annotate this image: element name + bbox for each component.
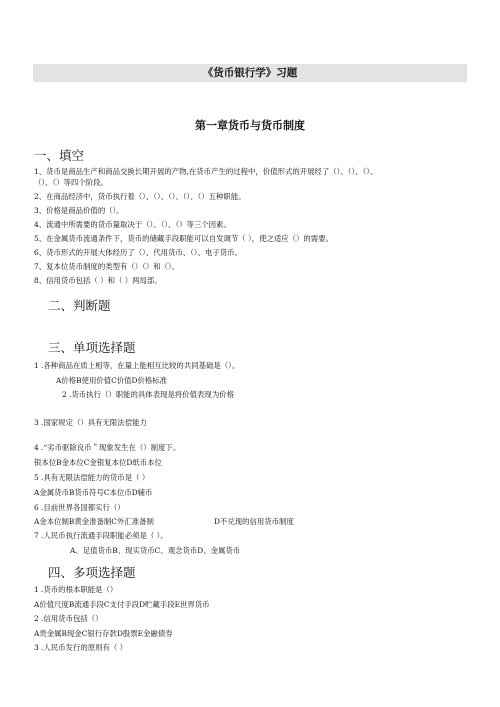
fill-question-7: 7、复本位货币制度的类型有（）（）和（）。 bbox=[34, 262, 180, 271]
section-heading-multi-choice: 四、多项选择题 bbox=[48, 565, 136, 580]
single-question-7: 7 .人民币执行流通手段职能必须是（ ）。 bbox=[34, 531, 168, 540]
single-options-5: A金属货币B货币符号C本位币D辅币 bbox=[34, 488, 153, 497]
section-heading-fill: 一、填空 bbox=[34, 148, 85, 163]
single-options-6b: D不兑现的信用货币制度 bbox=[214, 517, 294, 526]
single-question-3: 3 .国家规定（）具有无限法偿能力 bbox=[34, 418, 147, 427]
fill-question-1b: （）、（）等四个阶段。 bbox=[34, 178, 108, 187]
single-options-7: A、足值货币B、现实货币C、观念货币D、金属货币 bbox=[70, 546, 241, 555]
document-title: 《货币银行学》习题 bbox=[202, 67, 298, 79]
multi-question-2: 2 .信用货币包括（） bbox=[34, 614, 103, 623]
section-heading-judgement: 二、判断题 bbox=[48, 298, 111, 313]
fill-question-1a: 1、货币是商品生产和商品交换长期开展的产物,在货币产生的过程中，价值形式的开展经了（）、（）、（）、 bbox=[34, 167, 378, 176]
multi-options-2: A贵金属B现金C银行存款D股票E金融债券 bbox=[34, 629, 173, 638]
fill-question-6: 6、货币形式的开展大体经历了（）、代用货币、（）、电子货币。 bbox=[34, 248, 242, 257]
single-options-1: A价格B使用价值C价值D价格标准 bbox=[56, 376, 168, 385]
single-question-4: 4 .“劣币驱除良币＂现象发生在（）制度下。 bbox=[34, 443, 181, 452]
chapter-title: 第一章货币与货币制度 bbox=[195, 119, 305, 132]
single-question-6: 6 .目前世界各国都实行（） bbox=[34, 503, 125, 512]
multi-question-3: 3 .人民币发行的原则有（ ） bbox=[34, 643, 128, 652]
multi-options-1: A价值尺度B流通手段C支付手段D贮藏手段E世界货币 bbox=[34, 600, 210, 609]
fill-question-2: 2、在商品经济中，货币执行着（）、（）、（）、（）、（）五种职能。 bbox=[34, 192, 246, 201]
single-question-5: 5 .具有无限法偿能力的货币是（ ） bbox=[34, 473, 150, 482]
fill-question-3: 3、价格是商品价值的（）。 bbox=[34, 206, 124, 215]
fill-question-8: 8、信用货币包括（ ）和（ ）两局部。 bbox=[34, 276, 162, 285]
single-question-2: 2 .货币执行（）职能的具体表现是将价值表现为价格 bbox=[62, 390, 234, 399]
single-question-1: 1 .各种商品在质上相等，在量上能相互比较的共同基础是（）。 bbox=[34, 361, 240, 370]
fill-question-4: 4、流通中所需要的货币量取决于（）、（）、（）等三个因素。 bbox=[34, 220, 231, 229]
single-options-4: 银本位B金本位C金银复本位D纸币本位 bbox=[34, 458, 162, 467]
multi-question-1: 1 .货币的根本职能是（） bbox=[34, 585, 118, 594]
fill-question-5: 5、在金属货币流通条件下，货币的储藏手段职能可以自发调节（ ），使之适应（）的需要。 bbox=[34, 234, 333, 243]
section-heading-single-choice: 三、单项选择题 bbox=[48, 340, 136, 355]
single-options-6a: A金本位制B黄金准备制C外汇准备制 bbox=[34, 517, 154, 526]
document-title-bar bbox=[33, 64, 467, 82]
